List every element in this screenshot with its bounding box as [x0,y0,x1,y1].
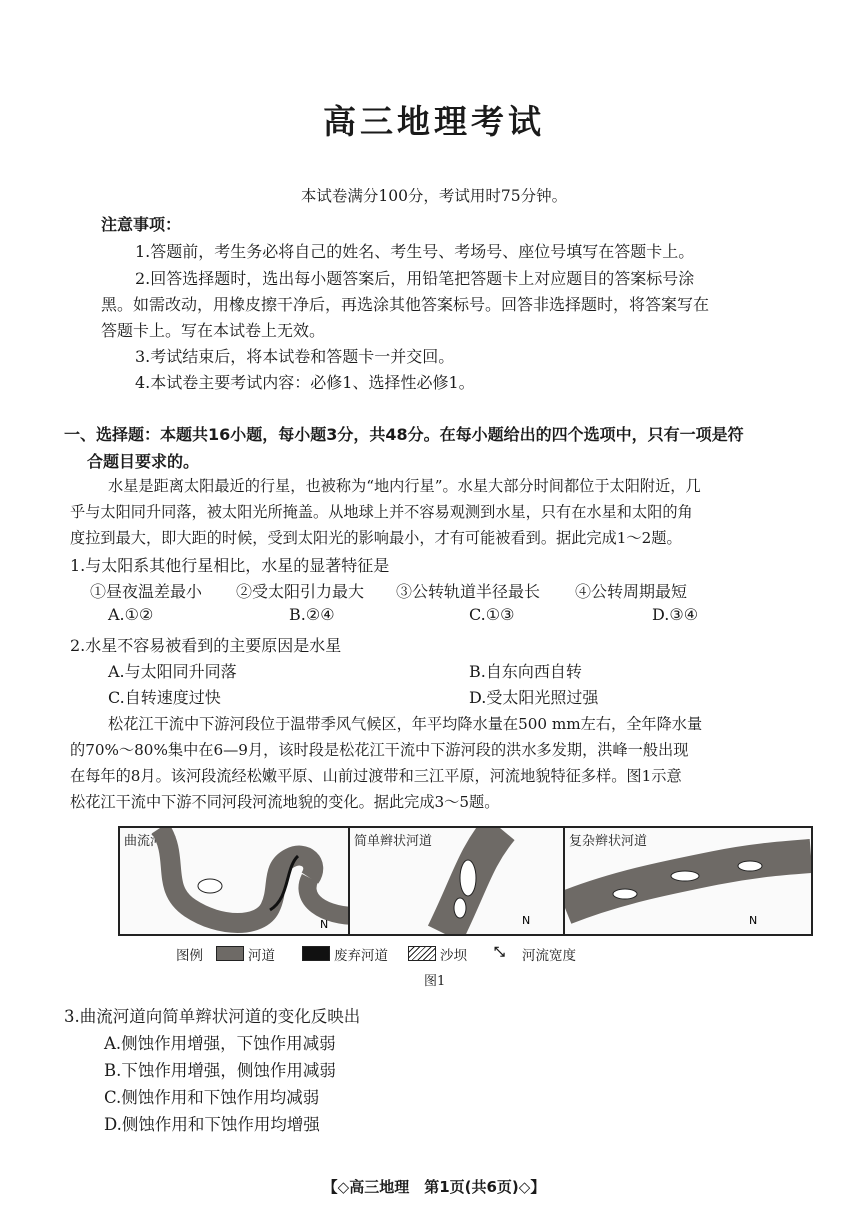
legend-label: 废弃河道 [334,948,388,964]
complex-braided-river-map [565,828,811,934]
river-width-icon: ⤡ [494,944,505,960]
page-title: 高三地理考试 [323,102,545,141]
question-2-stem: 2.水星不容易被看到的主要原因是水星 [70,636,342,655]
legend-title: 图例 [176,948,203,964]
option-b[interactable]: B.②④ [289,605,335,624]
exam-info: 本试卷满分100分，考试用时75分钟。 [300,187,568,205]
north-arrow-label: N [749,914,758,927]
option-d[interactable]: D.侧蚀作用和下蚀作用均增强 [104,1115,320,1134]
passage-line: 水星是距离太阳最近的行星，也被称为“地内行星”。水星大部分时间都位于太阳附近，几 [108,477,701,495]
notice-item: 黑。如需改动，用橡皮擦干净后，再选涂其他答案标号。回答非选择题时，将答案写在 [101,295,710,314]
panel-label: 曲流河道 [124,834,177,849]
legend-swatch-sandbar [408,946,436,961]
notice-item: 3.考试结束后，将本试卷和答题卡一并交回。 [135,347,455,366]
figure-panel-meandering [118,826,368,936]
option-d[interactable]: D.③④ [652,605,699,624]
legend-label: 河流宽度 [522,948,576,964]
statement: ④公转周期最短 [575,582,688,601]
passage-line: 松花江干流中下游不同河段河流地貌的变化。据此完成3～5题。 [70,793,500,811]
option-b[interactable]: B.下蚀作用增强，侧蚀作用减弱 [104,1061,336,1080]
legend-swatch-river [216,946,244,961]
notice-item: 4.本试卷主要考试内容：必修1、选择性必修1。 [135,373,475,392]
option-a[interactable]: A.①② [108,605,154,624]
north-arrow-label: N [522,914,531,927]
passage-line: 松花江干流中下游河段位于温带季风气候区，年平均降水量在500 mm左右，全年降水量 [108,715,703,733]
section-heading-cont: 合题目要求的。 [87,452,200,471]
statement: ③公转轨道半径最长 [396,582,541,601]
notice-item: 1.答题前，考生务必将自己的姓名、考生号、考场号、座位号填写在答题卡上。 [135,242,695,261]
legend-swatch-abandoned [302,946,330,961]
north-arrow-label: N [320,918,329,931]
option-d[interactable]: D.受太阳光照过强 [469,688,599,707]
option-c[interactable]: C.自转速度过快 [108,688,221,707]
notice-item: 答题卡上。写在本试卷上无效。 [101,321,326,340]
option-c[interactable]: C.侧蚀作用和下蚀作用均减弱 [104,1088,320,1107]
passage-line: 在每年的8月。该河段流经松嫩平原、山前过渡带和三江平原，河流地貌特征多样。图1示意 [70,767,682,785]
notice-heading: 注意事项： [101,215,182,234]
option-a[interactable]: A.与太阳同升同落 [108,662,237,681]
question-3-stem: 3.曲流河道向简单辫状河道的变化反映出 [64,1007,361,1026]
figure-caption: 图1 [424,974,446,989]
figure-panel-simple-braided [348,826,598,936]
section-heading: 一、选择题：本题共16小题，每小题3分，共48分。在每小题给出的四个选项中，只有一项是符 [64,425,744,444]
statement: ②受太阳引力最大 [236,582,365,601]
option-b[interactable]: B.自东向西自转 [469,662,582,681]
page-footer: 【◇高三地理 第1页(共6页)◇】 [322,1178,546,1196]
passage-line: 乎与太阳同升同落，被太阳光所掩盖。从地球上并不容易观测到水星，只有在水星和太阳的角 [70,503,693,521]
panel-label: 复杂辫状河道 [569,834,648,849]
legend-label: 河道 [248,948,275,964]
question-1-stem: 1.与太阳系其他行星相比，水星的显著特征是 [70,556,390,575]
notice-item: 2.回答选择题时，选出每小题答案后，用铅笔把答题卡上对应题目的答案标号涂 [135,269,695,288]
passage-line: 的70%～80%集中在6—9月，该时段是松花江干流中下游河段的洪水多发期，洪峰一般出现 [70,741,689,759]
option-a[interactable]: A.侧蚀作用增强，下蚀作用减弱 [104,1034,336,1053]
meander-river-map [120,828,366,934]
statement: ①昼夜温差最小 [90,582,203,601]
option-c[interactable]: C.①③ [469,605,515,624]
simple-braided-river-map [350,828,596,934]
figure-panel-complex-braided [563,826,813,936]
legend-label: 沙坝 [440,948,467,964]
panel-label: 简单辫状河道 [354,834,433,849]
passage-line: 度拉到最大，即大距的时候，受到太阳光的影响最小，才有可能被看到。据此完成1～2题。 [70,529,682,547]
